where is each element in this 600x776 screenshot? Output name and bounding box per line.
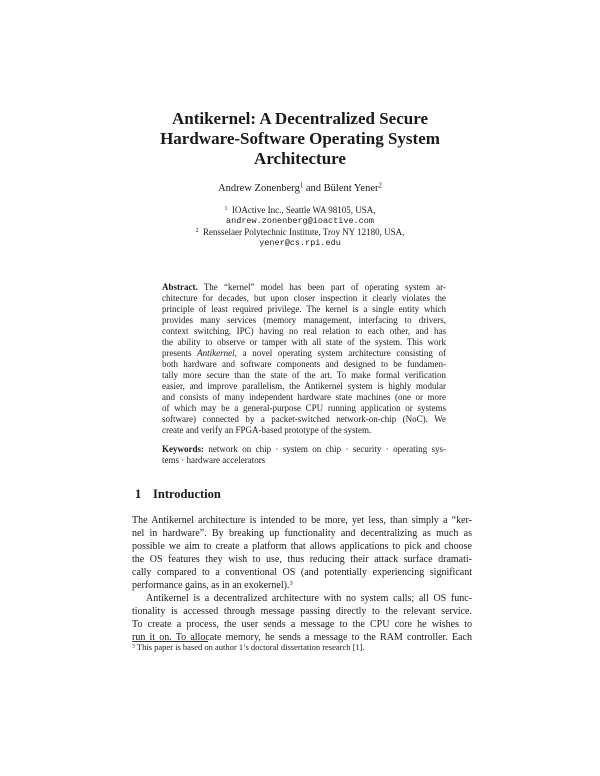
- body-line: run it on. To allocate memory, he sends a message to the RAM controller. Each: [132, 632, 472, 643]
- footnote-mark: 3: [289, 579, 293, 587]
- body-line: the OS features they wish to use, thus reducing their attack surface dramati-: [132, 554, 472, 565]
- affiliation-mark: 1: [224, 206, 228, 213]
- abstract-line: context switching, IPC) having no real relation to each other, and has: [162, 326, 446, 336]
- body-line: cally compared to a conventional OS (and potentially experiencing significant: [132, 567, 472, 578]
- abstract-line: chitecture for decades, but upon closer inspection it clearly violates the: [162, 293, 446, 303]
- body-line: The Antikernel architecture is intended to be more, yet less, than simply a “ker-: [132, 515, 472, 526]
- abstract-line: of which may be a general-purpose CPU running application or systems: [162, 403, 446, 413]
- abstract-line: both hardware and software components and designed to be fundamen-: [162, 359, 446, 369]
- abstract-line: principle of least required privilege. The kernel is a single entity which: [162, 304, 446, 314]
- section-title: Introduction: [153, 487, 221, 501]
- body-line: Antikernel is a decentralized architecture with no system calls; all OS func-: [146, 593, 472, 604]
- paper-title: [0, 109, 600, 169]
- author-name: Bülent Yener: [323, 183, 379, 194]
- abstract-line: and consists of many independent hardware state machines (one or more: [162, 392, 446, 402]
- abstract-line: software) connected by a packet-switched network-on-chip (NoC). We: [162, 414, 446, 424]
- affiliation: [0, 205, 600, 216]
- section-number: 1: [135, 487, 142, 501]
- footnote-number: 3: [132, 643, 135, 650]
- keywords-label: Keywords:: [162, 444, 204, 454]
- abstract-line: provides many services (memory management, interfacing to drivers,: [162, 315, 446, 325]
- affiliation: [0, 227, 600, 238]
- title-line: Antikernel: A Decentralized Secure: [171, 109, 429, 128]
- abstract: [162, 282, 446, 436]
- abstract-line: Abstract. The “kernel” model has been part of operating system ar-: [162, 282, 446, 292]
- title-line: Architecture: [254, 149, 346, 168]
- body-line: To create a process, the user sends a message to the CPU core he wishes to: [132, 619, 472, 630]
- affiliation-email: andrew.zonenberg@ioactive.com: [226, 216, 374, 226]
- title-line: Hardware-Software Operating System: [160, 129, 440, 148]
- affiliation-mark: 2: [195, 228, 199, 235]
- section-heading: [135, 487, 221, 502]
- body-line: possible we aim to create a platform that allows applications to pick and choose: [132, 541, 472, 552]
- footnote: [132, 642, 365, 653]
- author-name: Andrew Zonenberg: [218, 183, 300, 194]
- footnote-text: This paper is based on author 1’s doctoral dissertation research [1].: [136, 642, 365, 652]
- abstract-label: Abstract.: [162, 282, 198, 292]
- author-affil-mark: 1: [299, 182, 304, 190]
- keywords-line: Keywords: network on chip · system on chip · security · operating sys-: [162, 444, 447, 454]
- author-list: [0, 182, 600, 195]
- abstract-line: tally more secure than the state of the art. To make formal verification: [162, 370, 446, 380]
- body-line: tionality is accessed through message passing directly to the relevant service.: [132, 606, 472, 617]
- system-name-emphasis: Antikernel: [197, 348, 235, 358]
- abstract-line: the ability to observe or tamper with all state of the system. This work: [162, 337, 446, 347]
- author-affil-mark: 2: [378, 182, 382, 190]
- body-text: [132, 514, 472, 644]
- abstract-line: create and verify an FPGA-based prototype of the system.: [162, 425, 372, 435]
- keywords-line: tems · hardware accelerators: [162, 455, 266, 465]
- author-conjunction: and: [305, 183, 322, 194]
- body-line: performance gains, as in an exokernel).$^3$: [132, 579, 293, 591]
- affiliation-org: Rensselaer Polytechnic Institute, Troy NY 12180, USA,: [203, 227, 405, 237]
- affiliation-list: [0, 205, 600, 249]
- abstract-line: presents Antikernel, a novel operating system architecture consisting of: [162, 348, 446, 358]
- affiliation-email: yener@cs.rpi.edu: [259, 238, 341, 248]
- keywords: [162, 444, 446, 466]
- affiliation-org: IOActive Inc., Seattle WA 98105, USA,: [231, 205, 376, 215]
- body-line: nel in hardware”. By breaking up functionality and decentralizing as much as: [132, 528, 472, 539]
- abstract-line: easier, and improve parallelism, the Antikernel system is highly modular: [162, 381, 446, 391]
